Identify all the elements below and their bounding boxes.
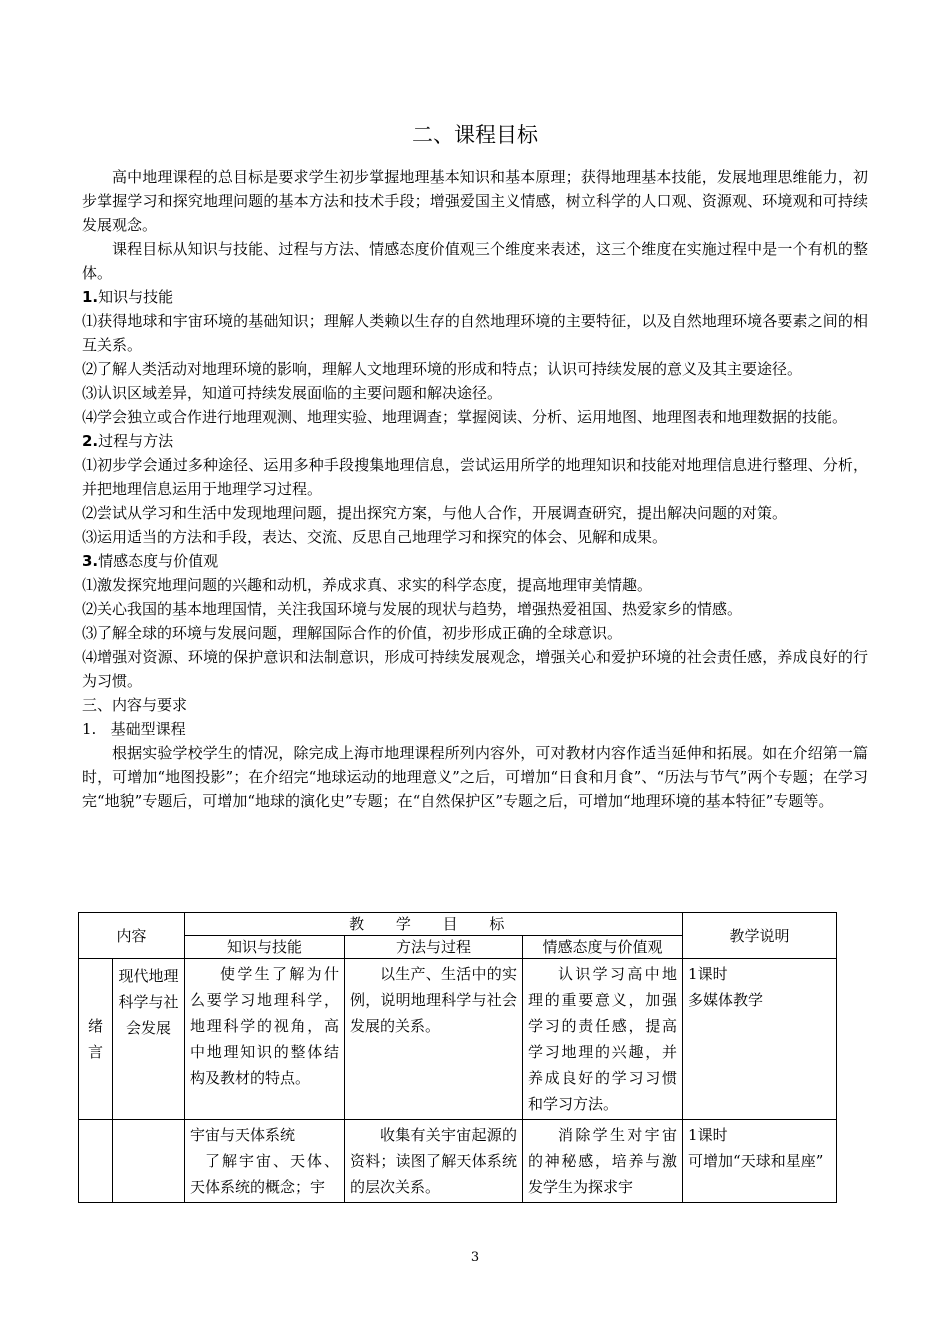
goal-number: 3.	[82, 552, 99, 570]
attitude-cell: 认识学习高中地理的重要意义，加强学习的责任感，提高学习地理的兴趣，并养成良好的学习习惯和学习方法。	[523, 959, 683, 1120]
body-text	[82, 165, 868, 813]
goal-item: ⑶认识区域差异，知道可持续发展面临的主要问题和解决途径。	[82, 384, 503, 402]
table-row	[79, 1120, 837, 1203]
goal-item: ⑶了解全球的环境与发展问题，理解国际合作的价值，初步形成正确的全球意识。	[82, 624, 623, 642]
topic-cell	[113, 1120, 185, 1203]
notes-line: 1课时	[688, 1126, 728, 1144]
notes-cell	[683, 959, 837, 1120]
subsection-heading: 1. 基础型课程	[82, 720, 186, 738]
goal-item: ⑶运用适当的方法和手段，表达、交流、反思自己地理学习和探究的体会、见解和成果。	[82, 528, 668, 546]
goal-item: ⑵尝试从学习和生活中发现地理问题，提出探究方案，与他人合作，开展调查研究，提出解决问题的对策。	[82, 504, 788, 522]
header-method: 方法与过程	[345, 936, 523, 959]
goal-item: ⑴激发探究地理问题的兴趣和动机，养成求真、求实的科学态度，提高地理审美情趣。	[82, 576, 653, 594]
goal-item: ⑷增强对资源、环境的保护意识和法制意识，形成可持续发展观念，增强关心和爱护环境的社会责任感，养成良好的行为习惯。	[82, 648, 868, 690]
header-notes: 教学说明	[683, 913, 837, 959]
attitude-cell: 消除学生对宇宙的神秘感，培养与激发学生为探求宇	[523, 1120, 683, 1203]
topic-cell: 现代地理科学与社会发展	[113, 959, 185, 1120]
page-title: 二、课程目标	[412, 123, 538, 147]
intro-paragraph-1: 高中地理课程的总目标是要求学生初步掌握地理基本知识和基本原理；获得地理基本技能，发展地理思维能力，初步掌握学习和探究地理问题的基本方法和技术手段；增强爱国主义情感，树立科学的人口观、资源观、环境观和可持续发展观念。	[82, 168, 868, 234]
goal-item: ⑴初步学会通过多种途径、运用多种手段搜集地理信息，尝试运用所学的地理知识和技能对地理信息进行整理、分析，并把地理信息运用于地理学习过程。	[82, 456, 868, 498]
section-paragraph: 根据实验学校学生的情况，除完成上海市地理课程所列内容外，可对教材内容作适当延伸和拓展。如在介绍第一篇时，可增加“地图投影”；在介绍完“地球运动的地理意义”之后，可增加“日食和月食”、“历法与节气”两个专题；在学习完“地貌”专题后，可增加“地球的演化史”专题；在“自然保护区”专题之后，可增加“地理环境的基本特征”专题等。	[82, 744, 868, 810]
goal-item: ⑵了解人类活动对地理环境的影响，理解人文地理环境的形成和特点；认识可持续发展的意义及其主要途径。	[82, 360, 803, 378]
knowledge-cell: 使学生了解为什么要学习地理科学，地理科学的视角，高中地理知识的整体结构及教材的特点。	[185, 959, 345, 1120]
section-heading: 三、内容与要求	[82, 696, 188, 714]
header-attitude: 情感态度与价值观	[523, 936, 683, 959]
intro-paragraph-2: 课程目标从知识与技能、过程与方法、情感态度价值观三个维度来表述，这三个维度在实施过程中是一个有机的整体。	[82, 240, 868, 282]
unit-cell: 绪言	[79, 959, 113, 1120]
notes-line: 可增加“天球和星座”	[688, 1152, 824, 1170]
notes-line: 1课时	[688, 965, 728, 983]
goal-title: 过程与方法	[98, 432, 174, 450]
page-number: 3	[470, 1250, 480, 1265]
goal-item: ⑵关心我国的基本地理国情，关注我国环境与发展的现状与趋势，增强热爱祖国、热爱家乡的情感。	[82, 600, 743, 618]
goal-heading-knowledge	[82, 285, 868, 309]
knowledge-title: 宇宙与天体系统	[190, 1126, 296, 1144]
teaching-plan-table	[78, 912, 837, 1203]
method-cell: 以生产、生活中的实例，说明地理科学与社会发展的关系。	[345, 959, 523, 1120]
knowledge-cell	[185, 1120, 345, 1203]
notes-line: 多媒体教学	[688, 991, 764, 1009]
goal-item: ⑷学会独立或合作进行地理观测、地理实验、地理调查；掌握阅读、分析、运用地图、地理图表和地理数据的技能。	[82, 408, 848, 426]
goal-title: 知识与技能	[98, 288, 174, 306]
header-objectives: 教 学 目 标	[185, 913, 683, 936]
table-row	[79, 959, 837, 1120]
unit-cell	[79, 1120, 113, 1203]
method-cell: 收集有关宇宙起源的资料；读图了解天体系统的层次关系。	[345, 1120, 523, 1203]
knowledge-text: 了解宇宙、天体、天体系统的概念；宇	[190, 1152, 340, 1196]
goal-heading-attitude	[82, 549, 868, 573]
header-knowledge: 知识与技能	[185, 936, 345, 959]
goal-number: 1.	[82, 288, 99, 306]
notes-cell	[683, 1120, 837, 1203]
goal-title: 情感态度与价值观	[98, 552, 219, 570]
table-header-row	[79, 913, 837, 936]
goal-item: ⑴获得地球和宇宙环境的基础知识；理解人类赖以生存的自然地理环境的主要特征，以及自然地理环境各要素之间的相互关系。	[82, 312, 868, 354]
goal-heading-process	[82, 429, 868, 453]
goal-number: 2.	[82, 432, 99, 450]
header-content: 内容	[79, 913, 185, 959]
